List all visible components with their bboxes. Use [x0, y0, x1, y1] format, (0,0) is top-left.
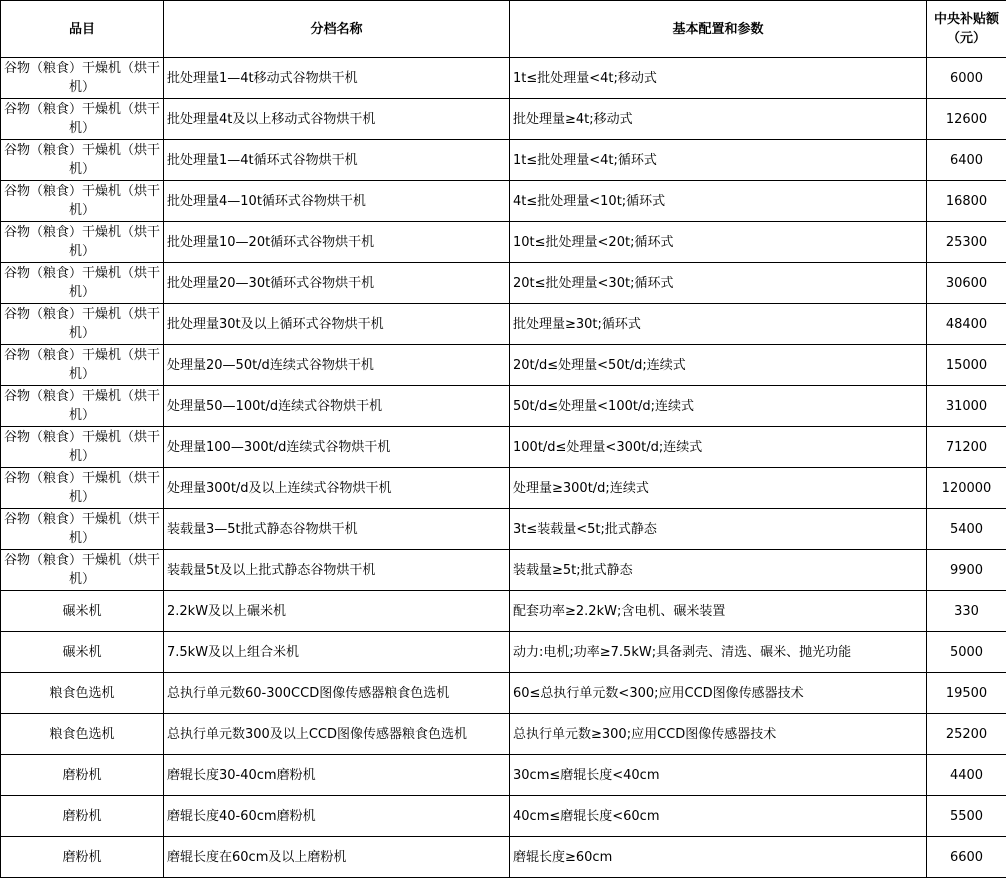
cell-item: 谷物（粮食）干燥机（烘干机）	[1, 345, 164, 386]
header-amount: 中央补贴额（元）	[927, 1, 1006, 58]
cell-name: 批处理量30t及以上循环式谷物烘干机	[164, 304, 510, 345]
cell-item: 谷物（粮食）干燥机（烘干机）	[1, 181, 164, 222]
cell-name: 处理量50—100t/d连续式谷物烘干机	[164, 386, 510, 427]
table-row	[1, 263, 1006, 304]
header-item: 品目	[1, 1, 164, 58]
table-row	[1, 345, 1006, 386]
cell-name: 2.2kW及以上碾米机	[164, 591, 510, 632]
cell-name: 磨辊长度40-60cm磨粉机	[164, 796, 510, 837]
table-row	[1, 591, 1006, 632]
cell-item: 磨粉机	[1, 796, 164, 837]
cell-amount: 330	[927, 591, 1006, 632]
cell-amount: 120000	[927, 468, 1006, 509]
cell-name: 批处理量4—10t循环式谷物烘干机	[164, 181, 510, 222]
cell-spec: 40cm≤磨辊长度<60cm	[510, 796, 927, 837]
cell-name: 处理量100—300t/d连续式谷物烘干机	[164, 427, 510, 468]
cell-spec: 批处理量≥4t;移动式	[510, 99, 927, 140]
cell-item: 谷物（粮食）干燥机（烘干机）	[1, 550, 164, 591]
cell-item: 碾米机	[1, 591, 164, 632]
cell-item: 谷物（粮食）干燥机（烘干机）	[1, 58, 164, 99]
cell-spec: 20t/d≤处理量<50t/d;连续式	[510, 345, 927, 386]
cell-name: 批处理量4t及以上移动式谷物烘干机	[164, 99, 510, 140]
cell-name: 7.5kW及以上组合米机	[164, 632, 510, 673]
cell-item: 碾米机	[1, 632, 164, 673]
table-row	[1, 632, 1006, 673]
cell-spec: 配套功率≥2.2kW;含电机、碾米装置	[510, 591, 927, 632]
cell-item: 谷物（粮食）干燥机（烘干机）	[1, 99, 164, 140]
table-row	[1, 837, 1006, 878]
cell-name: 装载量3—5t批式静态谷物烘干机	[164, 509, 510, 550]
cell-amount: 15000	[927, 345, 1006, 386]
cell-item: 谷物（粮食）干燥机（烘干机）	[1, 263, 164, 304]
table-row	[1, 304, 1006, 345]
cell-spec: 100t/d≤处理量<300t/d;连续式	[510, 427, 927, 468]
cell-amount: 9900	[927, 550, 1006, 591]
cell-spec: 装载量≥5t;批式静态	[510, 550, 927, 591]
table-body	[1, 58, 1006, 878]
cell-spec: 4t≤批处理量<10t;循环式	[510, 181, 927, 222]
cell-spec: 30cm≤磨辊长度<40cm	[510, 755, 927, 796]
table-row	[1, 386, 1006, 427]
cell-amount: 19500	[927, 673, 1006, 714]
cell-spec: 磨辊长度≥60cm	[510, 837, 927, 878]
cell-item: 谷物（粮食）干燥机（烘干机）	[1, 304, 164, 345]
cell-spec: 总执行单元数≥300;应用CCD图像传感器技术	[510, 714, 927, 755]
table-row	[1, 468, 1006, 509]
cell-item: 磨粉机	[1, 837, 164, 878]
table-row	[1, 58, 1006, 99]
cell-amount: 30600	[927, 263, 1006, 304]
cell-item: 谷物（粮食）干燥机（烘干机）	[1, 468, 164, 509]
cell-name: 批处理量1—4t移动式谷物烘干机	[164, 58, 510, 99]
table-row	[1, 99, 1006, 140]
cell-amount: 6000	[927, 58, 1006, 99]
table-row	[1, 755, 1006, 796]
cell-spec: 1t≤批处理量<4t;移动式	[510, 58, 927, 99]
cell-spec: 60≤总执行单元数<300;应用CCD图像传感器技术	[510, 673, 927, 714]
table-row	[1, 181, 1006, 222]
cell-amount: 4400	[927, 755, 1006, 796]
cell-name: 磨辊长度30-40cm磨粉机	[164, 755, 510, 796]
cell-item: 粮食色选机	[1, 714, 164, 755]
cell-name: 装载量5t及以上批式静态谷物烘干机	[164, 550, 510, 591]
cell-spec: 20t≤批处理量<30t;循环式	[510, 263, 927, 304]
cell-spec: 1t≤批处理量<4t;循环式	[510, 140, 927, 181]
cell-item: 谷物（粮食）干燥机（烘干机）	[1, 427, 164, 468]
cell-spec: 3t≤装载量<5t;批式静态	[510, 509, 927, 550]
cell-amount: 25300	[927, 222, 1006, 263]
cell-name: 磨辊长度在60cm及以上磨粉机	[164, 837, 510, 878]
table-row	[1, 509, 1006, 550]
cell-item: 谷物（粮食）干燥机（烘干机）	[1, 386, 164, 427]
cell-spec: 50t/d≤处理量<100t/d;连续式	[510, 386, 927, 427]
cell-amount: 6600	[927, 837, 1006, 878]
table-row	[1, 673, 1006, 714]
cell-item: 谷物（粮食）干燥机（烘干机）	[1, 509, 164, 550]
cell-amount: 16800	[927, 181, 1006, 222]
cell-amount: 5400	[927, 509, 1006, 550]
cell-name: 处理量20—50t/d连续式谷物烘干机	[164, 345, 510, 386]
table-row	[1, 714, 1006, 755]
cell-amount: 5000	[927, 632, 1006, 673]
table-row	[1, 222, 1006, 263]
cell-amount: 6400	[927, 140, 1006, 181]
cell-item: 磨粉机	[1, 755, 164, 796]
cell-spec: 批处理量≥30t;循环式	[510, 304, 927, 345]
cell-amount: 31000	[927, 386, 1006, 427]
table-row	[1, 796, 1006, 837]
cell-amount: 25200	[927, 714, 1006, 755]
header-spec: 基本配置和参数	[510, 1, 927, 58]
table-row	[1, 427, 1006, 468]
cell-name: 批处理量20—30t循环式谷物烘干机	[164, 263, 510, 304]
cell-spec: 动力:电机;功率≥7.5kW;具备剥壳、清选、碾米、抛光功能	[510, 632, 927, 673]
cell-amount: 12600	[927, 99, 1006, 140]
cell-name: 批处理量1—4t循环式谷物烘干机	[164, 140, 510, 181]
cell-amount: 5500	[927, 796, 1006, 837]
cell-item: 粮食色选机	[1, 673, 164, 714]
header-name: 分档名称	[164, 1, 510, 58]
cell-name: 总执行单元数300及以上CCD图像传感器粮食色选机	[164, 714, 510, 755]
cell-item: 谷物（粮食）干燥机（烘干机）	[1, 222, 164, 263]
table-header-row	[1, 1, 1006, 58]
cell-spec: 处理量≥300t/d;连续式	[510, 468, 927, 509]
cell-name: 处理量300t/d及以上连续式谷物烘干机	[164, 468, 510, 509]
cell-spec: 10t≤批处理量<20t;循环式	[510, 222, 927, 263]
table-row	[1, 550, 1006, 591]
cell-name: 批处理量10—20t循环式谷物烘干机	[164, 222, 510, 263]
cell-item: 谷物（粮食）干燥机（烘干机）	[1, 140, 164, 181]
cell-amount: 48400	[927, 304, 1006, 345]
cell-amount: 71200	[927, 427, 1006, 468]
table-row	[1, 140, 1006, 181]
cell-name: 总执行单元数60-300CCD图像传感器粮食色选机	[164, 673, 510, 714]
